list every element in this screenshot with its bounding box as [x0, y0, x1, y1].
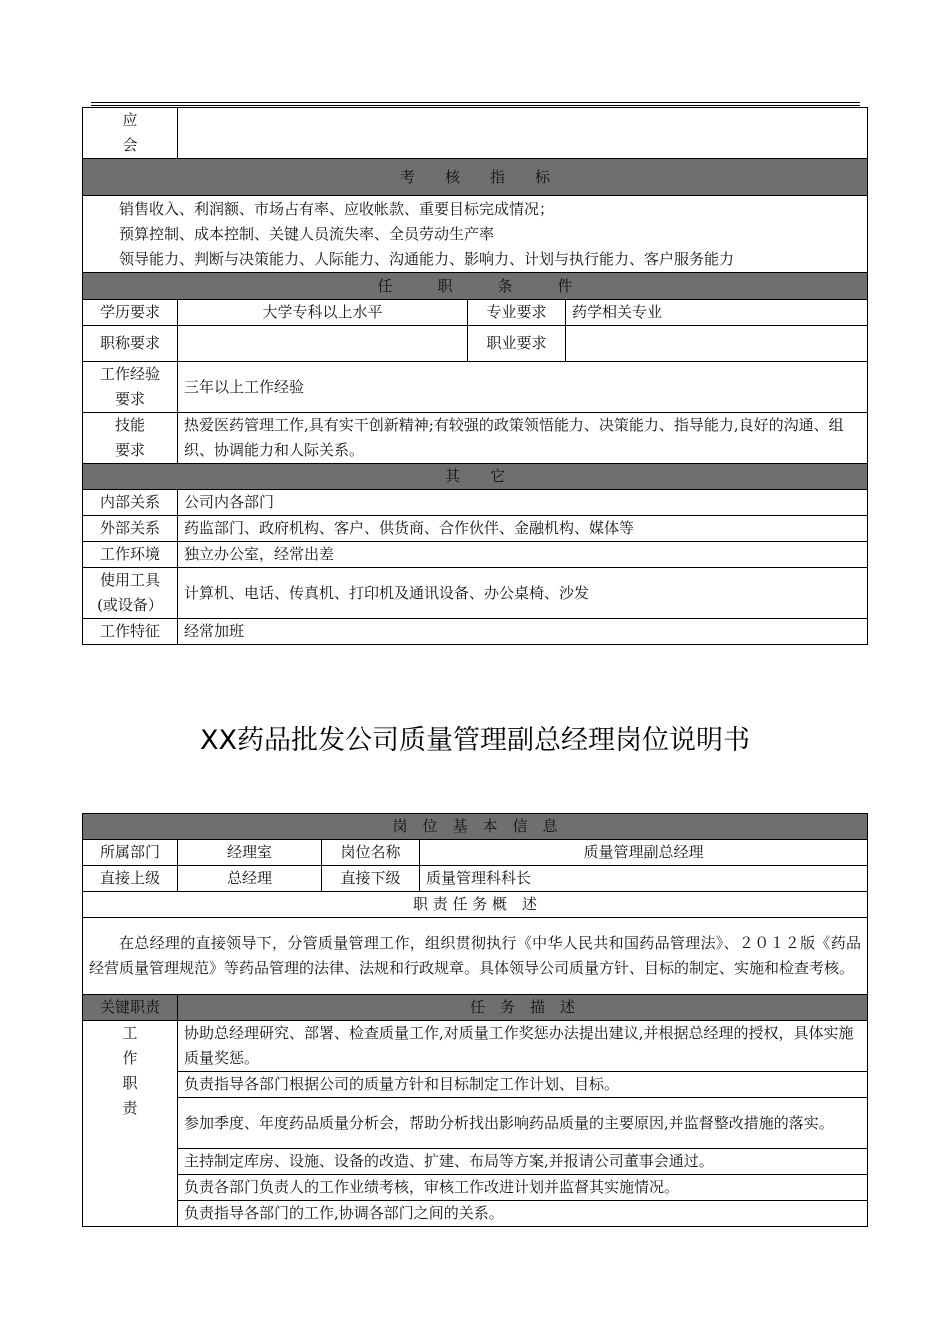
dept-value: 经理室 [178, 840, 322, 866]
yinghui-char: 会 [122, 136, 138, 154]
external-value: 药监部门、政府机构、客户、供货商、合作伙伴、金融机构、媒体等 [178, 516, 868, 542]
section-basic-header: 岗 位 基 本 信 息 [83, 814, 868, 840]
tools-label-line: (或设备） [97, 596, 163, 614]
exp-label-line: 要求 [114, 390, 145, 408]
yinghui-char: 应 [122, 111, 138, 129]
tools-value: 计算机、电话、传真机、打印机及通讯设备、办公桌椅、沙发 [178, 568, 868, 619]
prof-req-label: 职业要求 [468, 326, 566, 362]
header-rule-bottom [91, 105, 860, 106]
duty-char: 作 [122, 1049, 138, 1067]
section-qita-header: 其 它 [83, 464, 868, 490]
external-label: 外部关系 [83, 516, 178, 542]
task-desc-header: 任 务 描 述 [178, 995, 868, 1021]
title-req-label: 职称要求 [83, 326, 178, 362]
duty-vertical-label [83, 1021, 178, 1227]
section-renzhi-header: 任 职 条 件 [83, 273, 868, 300]
post-value: 质量管理副总经理 [420, 840, 868, 866]
duty-item: 主持制定库房、设施、设备的改造、扩建、布局等方案,并报请公司董事会通过。 [178, 1149, 868, 1175]
title-req-value [178, 326, 468, 362]
section-kaohe-header: 考 核 指 标 [83, 159, 868, 196]
subordinate-label: 直接下级 [322, 866, 420, 892]
kaohe-line: 销售收入、利润额、市场占有率、应收帐款、重要目标完成情况； [119, 199, 555, 218]
job-requirements-table [82, 107, 868, 645]
exp-label [83, 362, 178, 413]
env-value: 独立办公室，经常出差 [178, 542, 868, 568]
major-value: 药学相关专业 [566, 300, 868, 326]
kaohe-line: 预算控制、成本控制、关键人员流失率、全员劳动生产率 [119, 224, 495, 243]
page-title: XX药品批发公司质量管理副总经理岗位说明书 [200, 725, 750, 756]
duty-item: 负责指导各部门根据公司的质量方针和目标制定工作计划、目标。 [178, 1072, 868, 1098]
duty-item: 参加季度、年度药品质量分析会，帮助分析找出影响药品质量的主要原因,并监督整改措施的落实。 [178, 1098, 868, 1149]
superior-value: 总经理 [178, 866, 322, 892]
dept-label: 所属部门 [83, 840, 178, 866]
feature-label: 工作特征 [83, 619, 178, 645]
exp-label-line: 工作经验 [99, 365, 160, 383]
overview-text: 在总经理的直接领导下，分管质量管理工作，组织贯彻执行《中华人民共和国药品管理法》、２０１２版《药品经营质量管理规范》等药品管理的法律、法规和行政规章。具体领导公司质量方针、目标的制定、实施和检查考核。 [83, 918, 868, 995]
subordinate-value: 质量管理科科长 [420, 866, 868, 892]
edu-label: 学历要求 [83, 300, 178, 326]
prof-req-value [566, 326, 868, 362]
kaohe-content [83, 196, 868, 273]
env-label: 工作环境 [83, 542, 178, 568]
skill-value: 热爱医药管理工作,具有实干创新精神;有较强的政策领悟能力、决策能力、指导能力,良好的沟通、组织、协调能力和人际关系。 [178, 413, 868, 464]
superior-label: 直接上级 [83, 866, 178, 892]
edu-value: 大学专科以上水平 [178, 300, 468, 326]
tools-label-line: 使用工具 [99, 571, 160, 589]
major-label: 专业要求 [468, 300, 566, 326]
feature-value: 经常加班 [178, 619, 868, 645]
duty-char: 责 [122, 1099, 138, 1117]
section-overview-header: 职 责 任 务 概 述 [83, 892, 868, 918]
duty-char: 工 [122, 1024, 138, 1042]
kaohe-line: 领导能力、判断与决策能力、人际能力、沟通能力、影响力、计划与执行能力、客户服务能力 [119, 249, 735, 268]
duty-char: 职 [122, 1074, 138, 1092]
internal-value: 公司内各部门 [178, 490, 868, 516]
yinghui-label [83, 108, 178, 159]
exp-value: 三年以上工作经验 [178, 362, 868, 413]
job-description-table [82, 813, 868, 1227]
post-label: 岗位名称 [322, 840, 420, 866]
skill-label-line: 要求 [114, 441, 145, 459]
yinghui-value [178, 108, 868, 159]
header-rule-top [91, 102, 860, 103]
internal-label: 内部关系 [83, 490, 178, 516]
skill-label-line: 技能 [114, 416, 145, 434]
key-duty-header: 关键职责 [83, 995, 178, 1021]
duty-item: 负责各部门负责人的工作业绩考核，审核工作改进计划并监督其实施情况。 [178, 1175, 868, 1201]
skill-label [83, 413, 178, 464]
duty-item: 协助总经理研究、部署、检查质量工作,对质量工作奖惩办法提出建议,并根据总经理的授权，具体实施质量奖惩。 [178, 1021, 868, 1072]
tools-label [83, 568, 178, 619]
duty-item: 负责指导各部门的工作,协调各部门之间的关系。 [178, 1201, 868, 1227]
